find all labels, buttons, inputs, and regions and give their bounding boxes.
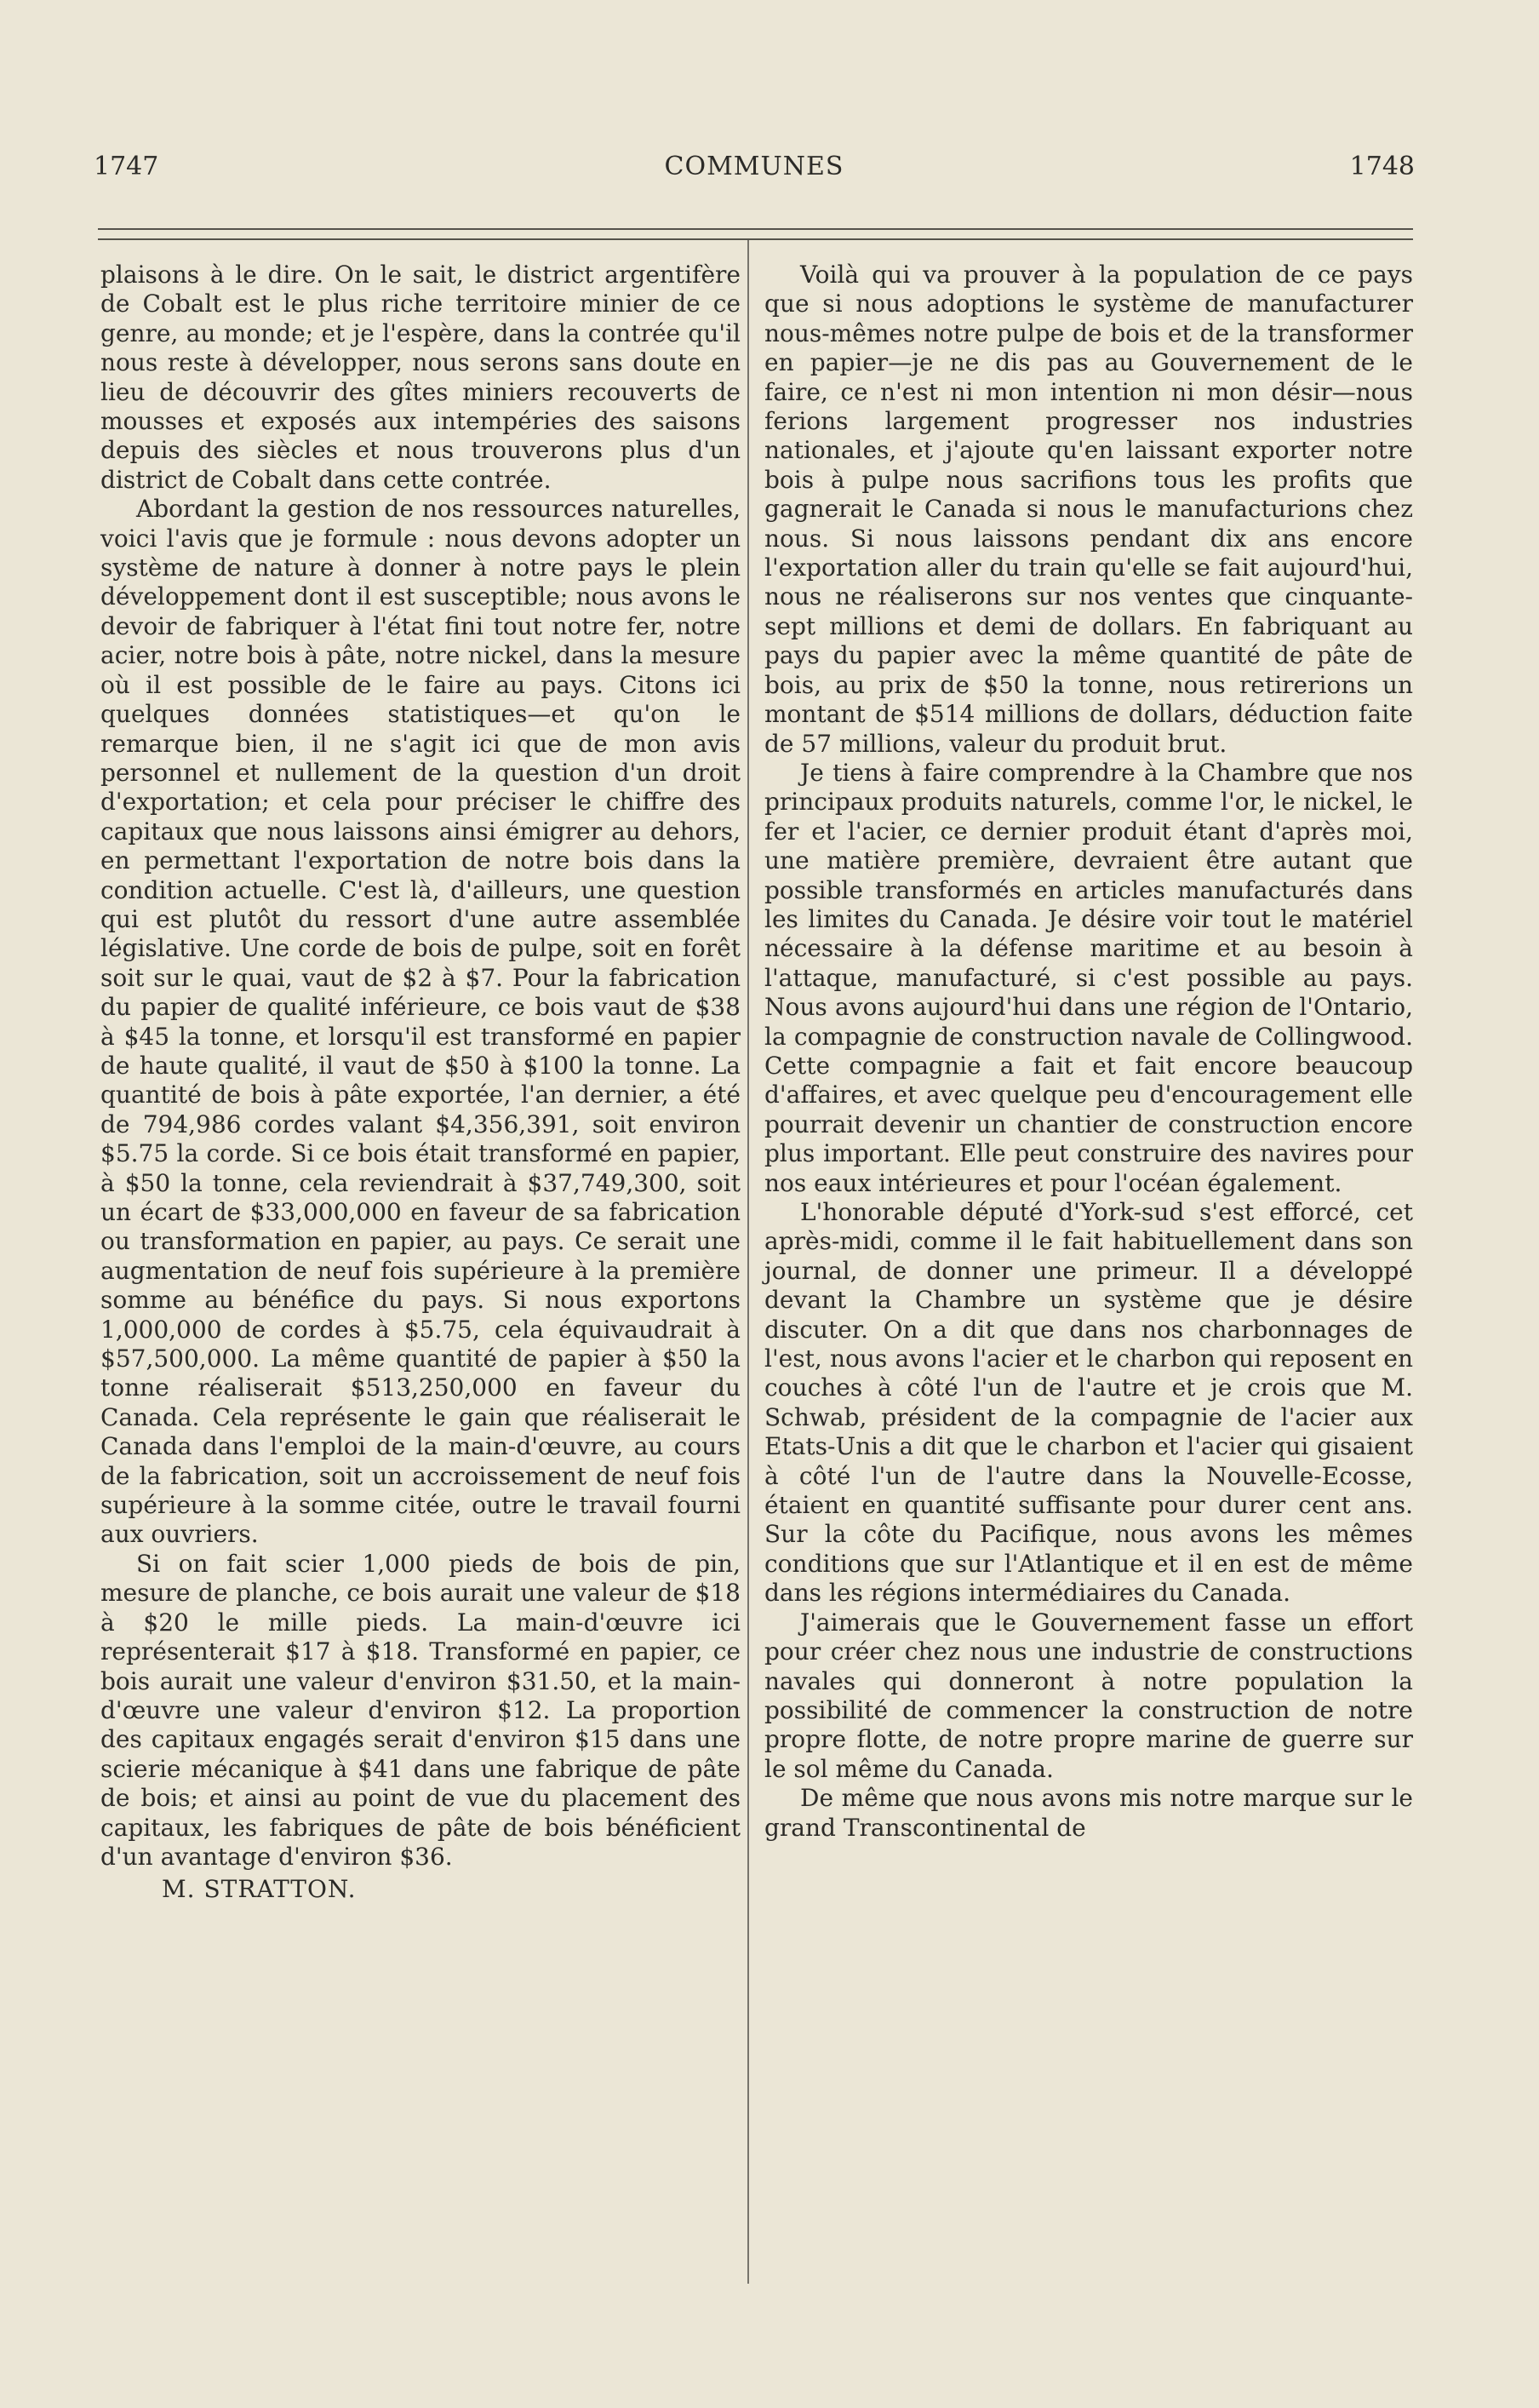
page-number-left: 1747 bbox=[94, 152, 159, 181]
paragraph: De même que nous avons mis notre marque sur le grand Transcontinental de bbox=[764, 1784, 1413, 1842]
page-number-right: 1748 bbox=[1349, 152, 1415, 181]
column-divider bbox=[747, 240, 749, 2284]
paragraph: Je tiens à faire comprendre à la Chambre que nos principaux produits naturels, comme l'or, le nickel, le fer et l'acier, ce dernier produit étant d'après moi, une matière première, devraient être autant que possible transformés en articles manufacturés dans les limites du Canada. Je désire voir tout le matériel nécessaire à la défense maritime et au besoin à l'attaque, manufacturé, si c'est possible au pays. Nous avons aujourd'hui dans une région de l'Ontario, la compagnie de construction navale de Collingwood. Cette compagnie a fait et fait encore beaucoup d'affaires, et avec quelque peu d'encouragement elle pourrait devenir un chantier de construction encore plus important. Elle peut construire des navires pour nos eaux intérieures et pour l'océan également. bbox=[764, 758, 1413, 1197]
right-column bbox=[764, 261, 1413, 1843]
speaker-name: M. STRATTON. bbox=[162, 1875, 357, 1904]
paragraph: Abordant la gestion de nos ressources naturelles, voici l'avis que je formule : nous devons adopter un système de nature à donner à notre pays le plein développement dont il est susceptible; nous avons le devoir de fabriquer à l'état fini tout notre fer, notre acier, notre bois à pâte, notre nickel, dans la mesure où il est possible de le faire au pays. Citons ici quelques données statistiques—et qu'on le remarque bien, il ne s'agit ici que de mon avis personnel et nullement de la question d'un droit d'exportation; et cela pour préciser le chiffre des capitaux que nous laissons ainsi émigrer au dehors, en permettant l'exportation de notre bois dans la condition actuelle. C'est là, d'ailleurs, une question qui est plutôt du ressort d'une autre assemblée législative. Une corde de bois de pulpe, soit en forêt soit sur le quai, vaut de $2 à $7. Pour la fabrication du papier de qualité inférieure, ce bois vaut de $38 à $45 la tonne, et lorsqu'il est transformé en papier de haute qualité, il vaut de $50 à $100 la tonne. La quantité de bois à pâte exportée, l'an dernier, a été de 794,986 cordes valant $4,356,391, soit environ $5.75 la corde. Si ce bois était transformé en papier, à $50 la tonne, cela reviendrait à $37,749,300, soit un écart de $33,000,000 en faveur de sa fabrication ou transformation en papier, au pays. Ce serait une augmentation de neuf fois supérieure à la première somme au bénéfice du pays. Si nous exportons 1,000,000 de cordes à $5.75, cela équivaudrait à $57,500,000. La même quantité de papier à $50 la tonne réaliserait $513,250,000 en faveur du Canada. Cela représente le gain que réaliserait le Canada dans l'emploi de la main-d'œuvre, au cours de la fabrication, soit un accroissement de neuf fois supérieure à la somme citée, outre le travail fourni aux ouvriers. bbox=[100, 495, 741, 1549]
header-rule-bottom bbox=[98, 238, 1413, 240]
header-rule-top bbox=[98, 228, 1413, 230]
left-column bbox=[100, 261, 741, 1905]
paragraph: J'aimerais que le Gouvernement fasse un effort pour créer chez nous une industrie de constructions navales qui donneront à notre population la possibilité de commencer la construction de notre propre flotte, de notre propre marine de guerre sur le sol même du Canada. bbox=[764, 1608, 1413, 1783]
paragraph: Voilà qui va prouver à la population de ce pays que si nous adoptions le système de manufacturer nous-mêmes notre pulpe de bois et de la transformer en papier—je ne dis pas au Gouvernement de le faire, ce n'est ni mon intention ni mon désir—nous ferions largement progresser nos industries nationales, et j'ajoute qu'en laissant exporter notre bois à pulpe nous sacrifions tous les profits que gagnerait le Canada si nous le manufacturions chez nous. Si nous laissons pendant dix ans encore l'exportation aller du train qu'elle se fait aujourd'hui, nous ne réaliserons sur nos ventes que cinquante-sept millions et demi de dollars. En fabriquant au pays du papier avec la même quantité de pâte de bois, au prix de $50 la tonne, nous retirerions un montant de $514 millions de dollars, déduction faite de 57 millions, valeur du produit brut. bbox=[764, 261, 1413, 758]
running-title: COMMUNES bbox=[664, 152, 844, 181]
paragraph: Si on fait scier 1,000 pieds de bois de pin, mesure de planche, ce bois aurait une valeur de $18 à $20 le mille pieds. La main-d'œuvre ici représenterait $17 à $18. Transformé en papier, ce bois aurait une valeur d'environ $31.50, et la main-d'œuvre une valeur d'environ $12. La proportion des capitaux engagés serait d'environ $15 dans une scierie mécanique à $41 dans une fabrique de pâte de bois; et ainsi au point de vue du placement des capitaux, les fabriques de pâte de bois bénéficient d'un avantage d'environ $36. bbox=[100, 1549, 741, 1871]
page-header bbox=[94, 152, 1415, 186]
paragraph: plaisons à le dire. On le sait, le district argentifère de Cobalt est le plus riche territoire minier de ce genre, au monde; et je l'espère, dans la contrée qu'il nous reste à développer, nous serons sans doute en lieu de découvrir des gîtes miniers recouverts de mousses et exposés aux intempéries des saisons depuis des siècles et nous trouverons plus d'un district de Cobalt dans cette contrée. bbox=[100, 261, 741, 494]
paragraph: L'honorable député d'York-sud s'est efforcé, cet après-midi, comme il le fait habituellement dans son journal, de donner une primeur. Il a développé devant la Chambre un système que je désire discuter. On a dit que dans nos charbonnages de l'est, nous avons l'acier et le charbon qui reposent en couches à côté l'un de l'autre et je crois que M. Schwab, président de la compagnie de l'acier aux Etats-Unis a dit que le charbon et l'acier qui gisaient à côté l'un de l'autre dans la Nouvelle-Ecosse, étaient en quantité suffisante pour durer cent ans. Sur la côte du Pacifique, nous avons les mêmes conditions que sur l'Atlantique et il en est de même dans les régions intermédiaires du Canada. bbox=[764, 1198, 1413, 1608]
